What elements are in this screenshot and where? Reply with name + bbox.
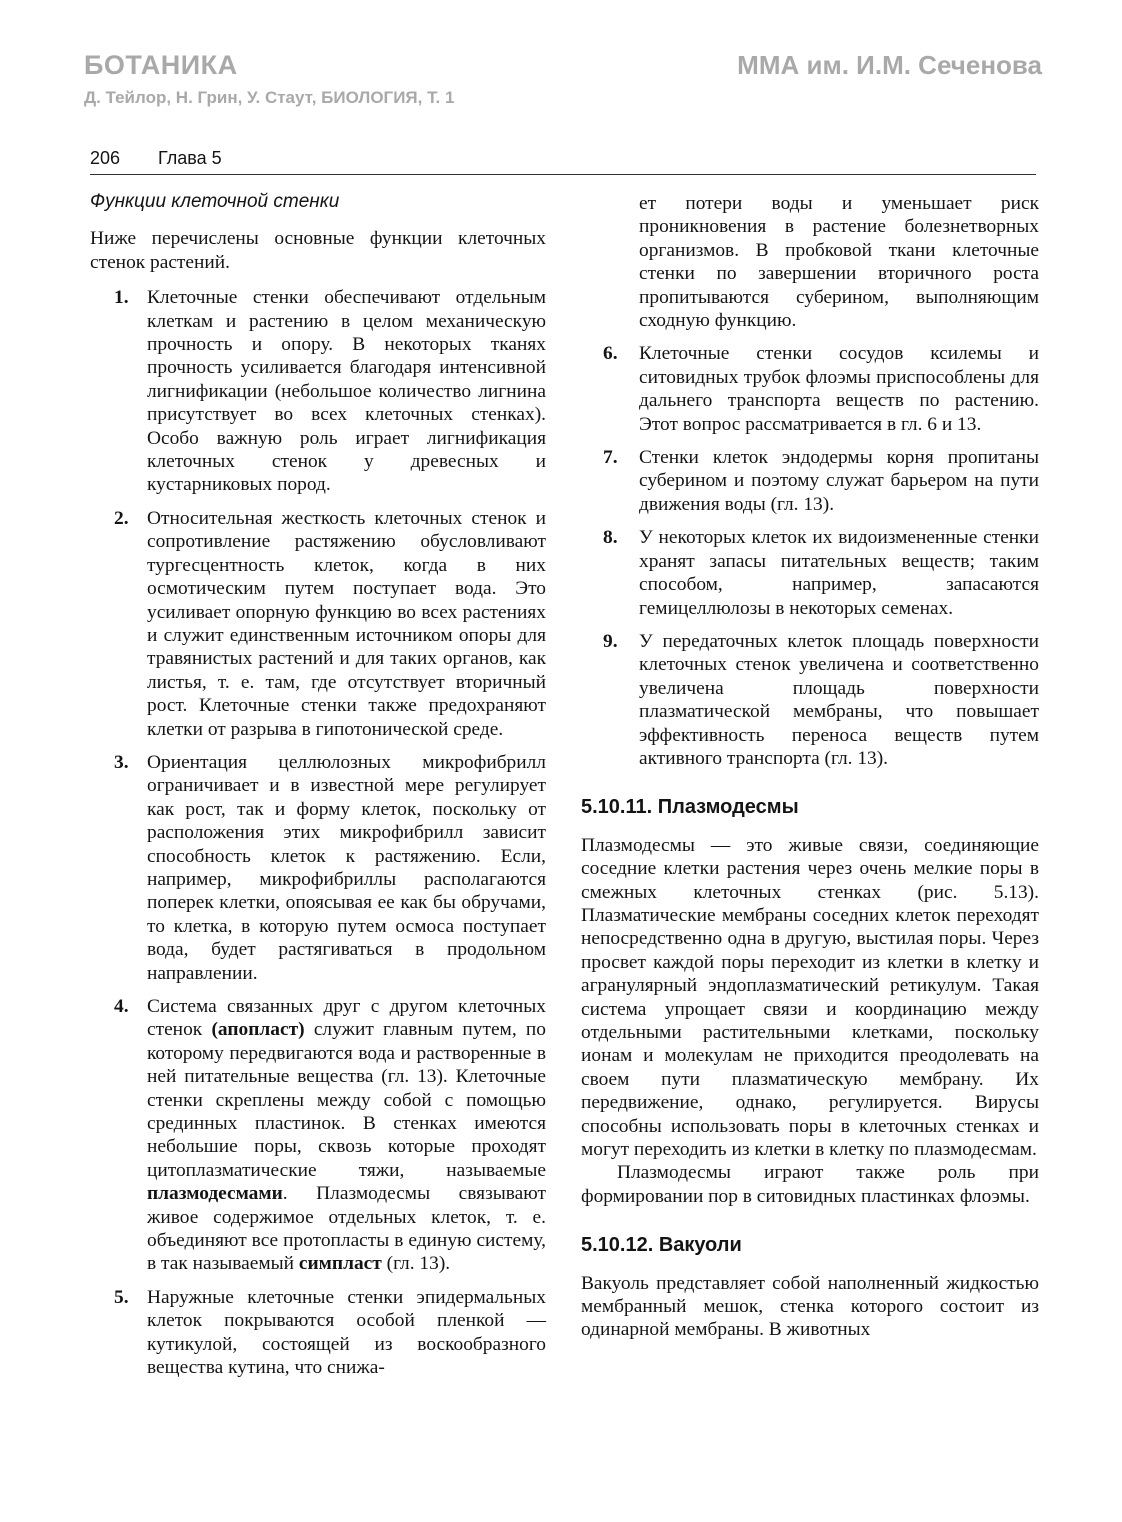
- item-text: служит главным путем, по которому передвигаются вода и растворенные в ней питательные вещества (гл. 13). Клеточные стенки скреплены между собой с помощью срединных пластинок. В стенках имеются небольшие поры, сквозь которые проходят цитоплазматические тяжи, называемые: [147, 1019, 546, 1181]
- list-item: [581, 342, 1039, 436]
- term-apoplast: (апопласт): [211, 1019, 305, 1041]
- list-item: [90, 995, 546, 1276]
- item-number: 7.: [603, 447, 618, 469]
- list-item: [90, 286, 546, 497]
- item-number: 5.: [114, 1286, 129, 1308]
- item-number: 8.: [603, 527, 618, 549]
- item-number: 6.: [603, 343, 618, 365]
- item-text: Относительная жесткость клеточных стенок и сопротивление растяжению обусловливают тургесцентность клеток, когда в них осмотическим путем поступает вода. Это усиливает опорную функцию во всех растениях и служит единственным источником опоры для травянистых растений и для таких органов, как листья, т. е. там, где отсутствует вторичный рост. Клеточные стенки также предохраняют клетки от разрыва в гипотонической среде.: [147, 507, 546, 740]
- body-paragraph: Плазмодесмы — это живые связи, соединяющие соседние клетки растения через очень мелкие поры в смежных клеточных стенках (рис. 5.13). Плазматические мембраны соседних клеток переходят непосредственно одна в другую, выстилая поры. Через просвет каждой поры переходит из клетки в клетку и агранулярный эндоплазматический ретикулум. Такая система упрощает связи и координацию между отдельными растительными клетками, поскольку ионам и молекулам не приходится преодолевать на своем пути плазматическую мембрану. Их передвижение, однако, регулируется. Вирусы способны использовать поры в клеточных стенках и могут переходить из клетки в клетку по плазмодесмам.: [581, 834, 1039, 1161]
- item-text: У передаточных клеток площадь поверхности клеточных стенок увеличена и соответственно увеличена площадь поверхности плазматической мембраны, что повышает эффективность переноса веществ путем активного транспорта (гл. 13).: [639, 630, 1039, 769]
- item-text: Клеточные стенки сосудов ксилемы и ситовидных трубок флоэмы приспособлены для дальнего транспорта веществ по растению. Этот вопрос рассматривается в гл. 6 и 13.: [639, 343, 1039, 435]
- body-paragraph: Вакуоль представляет собой наполненный жидкостью мембранный мешок, стенка которого состоит из одинарной мембраны. В животных: [581, 1272, 1039, 1341]
- page-number: 206: [90, 148, 121, 168]
- item-number: 1.: [114, 287, 129, 309]
- chapter-label: Глава 5: [158, 148, 222, 168]
- list-item: [90, 507, 546, 741]
- subheading: Функции клеточной стенки: [90, 191, 340, 212]
- item-text: Система связанных друг с другом клеточных стенок: [147, 996, 546, 1041]
- item-text: У некоторых клеток их видоизмененные стенки хранят запасы питательных веществ; таким способом, например, запасаются гемицеллюлозы в некоторых семенах.: [639, 527, 1039, 619]
- header-title-right: ММА им. И.М. Сеченова: [737, 50, 1042, 80]
- item-text: Стенки клеток эндодермы корня пропитаны суберином и поэтому служат барьером на пути движения воды (гл. 13).: [639, 447, 1039, 515]
- item-number: 9.: [603, 630, 618, 652]
- list-item: [90, 751, 546, 985]
- running-head: [90, 148, 222, 169]
- list-item: [581, 630, 1039, 770]
- list-item: [90, 1286, 546, 1380]
- functions-list-continued: [581, 342, 1039, 770]
- section-heading-plasmodesmata: 5.10.11. Плазмодесмы: [581, 796, 799, 819]
- item-number: 2.: [114, 507, 129, 529]
- item-text: Ориентация целлюлозных микрофибрилл ограничивает и в известной мере регулирует как рост, так и форму клеток, поскольку от расположения этих микрофибрилл зависит способность клеток к растяжению. Если, например, микрофибриллы располагаются поперек клетки, опоясывая ее как бы обручами, то клетка, в которую путем осмоса поступает вода, будет растягиваться в продольном направлении.: [147, 751, 546, 984]
- body-paragraph: Плазмодесмы играют также роль при формировании пор в ситовидных пластинках флоэмы.: [581, 1162, 1039, 1207]
- item-text: (гл. 13).: [381, 1253, 451, 1275]
- section-heading-vacuoles: 5.10.12. Вакуоли: [581, 1234, 742, 1257]
- item-text: . Плазмодесмы связывают живое содержимое отдельных клеток, т. е. объединяют все протопласты в единую систему, в так называемый: [147, 1183, 546, 1275]
- term-symplast: симпласт: [298, 1253, 382, 1275]
- left-column: [90, 190, 546, 1390]
- header-rule: [90, 174, 1036, 175]
- header-subtitle: Д. Тейлор, Н. Грин, У. Стаут, БИОЛОГИЯ, Т. 1: [84, 88, 455, 107]
- item-text: Наружные клеточные стенки эпидермальных клеток покрываются особой пленкой — кутикулой, состоящей из воскообразного вещества кутина, что снижа-: [147, 1286, 546, 1379]
- header-title-left: БОТАНИКА: [84, 50, 238, 80]
- item-text: Клеточные стенки обеспечивают отдельным клеткам и растению в целом механическую прочность и опору. В некоторых тканях прочность усиливается благодаря интенсивной лигнификации (небольшое количество лигнина присутствует во всех клеточных стенках). Особо важную роль играет лигнификация клеточных стенок у древесных и кустарниковых пород.: [147, 287, 546, 496]
- functions-list: [90, 286, 546, 1379]
- item-number: 4.: [114, 996, 129, 1017]
- term-plasmodesmata: плазмодесмами: [147, 1183, 283, 1205]
- list-item: [581, 526, 1039, 620]
- intro-paragraph: Ниже перечислены основные функции клеточных стенок растений.: [90, 228, 546, 273]
- item-continuation: ет потери воды и уменьшает риск проникновения в растение болезнетворных организмов. В пробковой ткани клеточные стенки по завершении вторичного роста пропитываются суберином, выполняющим сходную функцию.: [639, 193, 1039, 332]
- right-column: [581, 192, 1039, 1342]
- list-item: [581, 446, 1039, 516]
- item-number: 3.: [114, 751, 129, 773]
